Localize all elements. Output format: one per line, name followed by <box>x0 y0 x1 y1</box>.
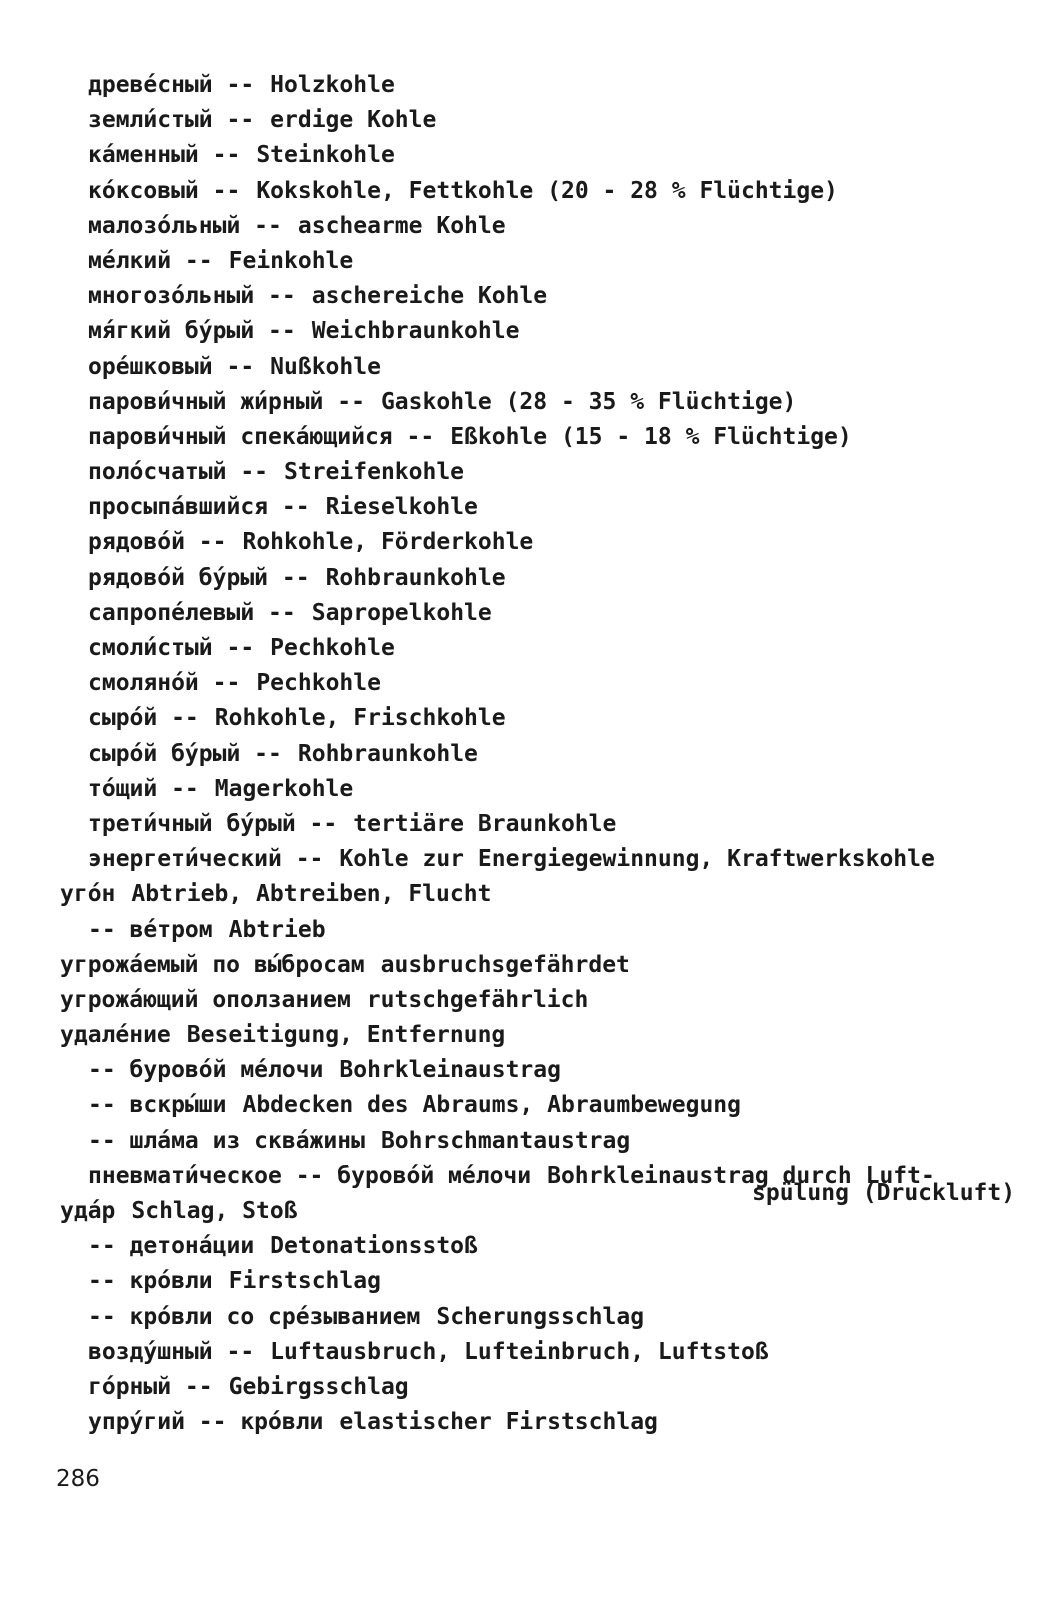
subentry <box>60 174 1040 209</box>
entry-term: -- кро́вли <box>88 1268 213 1295</box>
entry-term: угрожа́емый по вы́бросам <box>60 951 365 978</box>
entry-term: просыпа́вшийся -- <box>88 494 310 521</box>
entry-translation: Pechkohle <box>270 635 395 661</box>
subentry <box>60 913 1040 948</box>
page-number: 286 <box>56 1466 100 1492</box>
entry-translation: Pechkohle <box>256 670 381 697</box>
entry-translation: Beseitigung, Entfernung <box>186 1022 506 1049</box>
entry-term: -- бурово́й ме́лочи <box>88 1057 324 1084</box>
entry-translation: Bohrkleinaustrag <box>339 1057 561 1084</box>
entry-term: -- кро́вли со сре́зыванием <box>88 1303 421 1330</box>
entry-translation: rutschgefährlich <box>366 986 589 1013</box>
entry-term: энергети́ческий -- <box>88 846 324 873</box>
entry-translation: Rohkohle, Frischkohle <box>214 705 506 732</box>
entry-translation: Bohrschmantaustrag <box>380 1127 631 1154</box>
subentry <box>60 525 1040 560</box>
entry-translation: Streifenkohle <box>284 459 465 486</box>
subentry <box>60 138 1040 173</box>
entry-term: ко́ксовый -- <box>88 177 241 204</box>
headword-entry <box>60 983 1040 1018</box>
headword-entry <box>60 1018 1040 1053</box>
subentry <box>60 1053 1040 1088</box>
entry-translation: Rohkohle, Förderkohle <box>242 529 534 556</box>
entry-translation: Firstschlag <box>228 1268 381 1295</box>
subentry <box>60 1088 1040 1123</box>
subentry <box>60 314 1040 349</box>
entry-term: уда́р <box>60 1198 116 1224</box>
entry-term: возду́шный -- <box>88 1338 255 1365</box>
entry-translation: Feinkohle <box>228 247 354 274</box>
entry-term: рядово́й бу́рый -- <box>88 564 310 591</box>
entry-term: трети́чный бу́рый -- <box>88 810 338 837</box>
entry-translation: Gebirgsschlag <box>228 1373 409 1400</box>
entry-term: сыро́й бу́рый -- <box>88 740 282 767</box>
entry-translation: Rohbraunkohle <box>325 564 506 591</box>
entry-translation: aschereiche Kohle <box>311 283 548 310</box>
entry-term: упру́гий -- кро́вли <box>88 1409 324 1436</box>
entry-term: рядово́й -- <box>88 529 227 556</box>
headword-entry <box>60 877 1040 912</box>
subentry <box>60 631 1040 666</box>
entry-term: -- ве́тром <box>88 916 213 943</box>
headword-entry <box>60 1194 1040 1229</box>
entry-term: -- детона́ции <box>88 1233 255 1260</box>
entry-term: парови́чный жи́рный -- <box>88 388 365 415</box>
entry-translation: Magerkohle <box>214 775 354 802</box>
entry-translation-continuation: spülung (Druckluft) <box>752 1179 1016 1206</box>
entry-translation: Scherungsschlag <box>436 1303 645 1330</box>
subentry <box>60 701 1040 736</box>
subentry <box>60 103 1040 138</box>
entry-translation: Sapropelkohle <box>311 599 492 626</box>
entry-translation: Holzkohle <box>270 72 395 98</box>
entry-translation: Kokskohle, Fettkohle (20 - 28 % Flüchtige) <box>256 177 838 204</box>
entry-translation: Rieselkohle <box>325 494 478 521</box>
entry-term: ме́лкий -- <box>88 247 213 274</box>
entry-translation: Luftausbruch, Lufteinbruch, Luftstoß <box>270 1338 769 1365</box>
subentry <box>60 737 1040 772</box>
entry-translation: Gaskohle (28 - 35 % Flüchtige) <box>380 388 797 415</box>
headword-entry <box>60 948 1040 983</box>
subentry <box>60 666 1040 701</box>
subentry <box>60 1264 1040 1299</box>
entry-term: оре́шковый -- <box>88 353 255 380</box>
subentry <box>60 1335 1040 1370</box>
entry-translation: Bohrkleinaustrag durch Luft- <box>547 1162 935 1189</box>
subentry <box>60 561 1040 596</box>
entry-list <box>60 68 1040 1440</box>
entry-term: поло́счатый -- <box>88 459 269 486</box>
subentry <box>60 1159 1040 1206</box>
entry-term: сыро́й -- <box>88 705 199 732</box>
entry-term: го́рный -- <box>88 1373 213 1400</box>
entry-term: уго́н <box>60 881 116 908</box>
entry-translation: tertiäre Braunkohle <box>353 810 617 837</box>
entry-term: угрожа́ющий оползанием <box>60 986 351 1013</box>
subentry <box>60 490 1040 525</box>
entry-term: удале́ние <box>60 1022 171 1049</box>
entry-translation: aschearme Kohle <box>297 212 506 239</box>
entry-translation: Eßkohle (15 - 18 % Flüchtige) <box>450 423 852 450</box>
entry-term: смоляно́й -- <box>88 670 241 697</box>
entry-term: -- шла́ма из сква́жины <box>88 1127 365 1154</box>
subentry <box>60 350 1040 385</box>
entry-translation: elastischer Firstschlag <box>339 1409 658 1436</box>
entry-term: пневмати́ческое -- бурово́й ме́лочи <box>88 1162 532 1189</box>
entry-term: многозо́льный -- <box>88 283 296 310</box>
subentry <box>60 1229 1040 1264</box>
entry-translation: Steinkohle <box>256 142 395 169</box>
entry-term: мя́гкий бу́рый -- <box>88 318 296 345</box>
subentry <box>60 209 1040 244</box>
entry-term: парови́чный спека́ющийся -- <box>88 423 435 450</box>
entry-term: -- вскры́ши <box>88 1092 227 1119</box>
subentry <box>60 842 1040 877</box>
entry-translation: Nußkohle <box>270 353 381 380</box>
subentry <box>60 385 1040 420</box>
entry-translation: Schlag, Stoß <box>131 1198 298 1224</box>
entry-translation: Weichbraunkohle <box>311 318 520 345</box>
entry-translation: Abtrieb <box>228 916 326 943</box>
entry-term: сапропе́левый -- <box>88 599 296 626</box>
subentry <box>60 772 1040 807</box>
entry-translation: Abdecken des Abraums, Abraumbewegung <box>242 1092 741 1119</box>
entry-term: земли́стый -- <box>88 107 255 134</box>
entry-translation: Kohle zur Energiegewinnung, Kraftwerkskohle <box>339 846 935 873</box>
subentry <box>60 68 1040 103</box>
entry-translation: Detonationsstoß <box>270 1233 478 1260</box>
subentry <box>60 420 1040 455</box>
subentry <box>60 279 1040 314</box>
entry-term: малозо́льный -- <box>88 212 282 239</box>
subentry <box>60 1370 1040 1405</box>
entry-term: то́щий -- <box>88 775 199 802</box>
entry-translation: Abtrieb, Abtreiben, Flucht <box>131 881 492 908</box>
subentry <box>60 596 1040 631</box>
entry-translation: Rohbraunkohle <box>297 740 478 767</box>
subentry <box>60 807 1040 842</box>
entry-translation: erdige Kohle <box>270 107 437 134</box>
entry-term: древе́сный -- <box>88 72 255 98</box>
subentry <box>60 455 1040 490</box>
subentry <box>60 244 1040 279</box>
entry-term: смоли́стый -- <box>88 635 255 661</box>
subentry <box>60 1300 1040 1335</box>
entry-translation: ausbruchsgefährdet <box>380 951 630 978</box>
entry-term: ка́менный -- <box>88 142 241 169</box>
subentry <box>60 1405 1040 1440</box>
subentry <box>60 1124 1040 1159</box>
